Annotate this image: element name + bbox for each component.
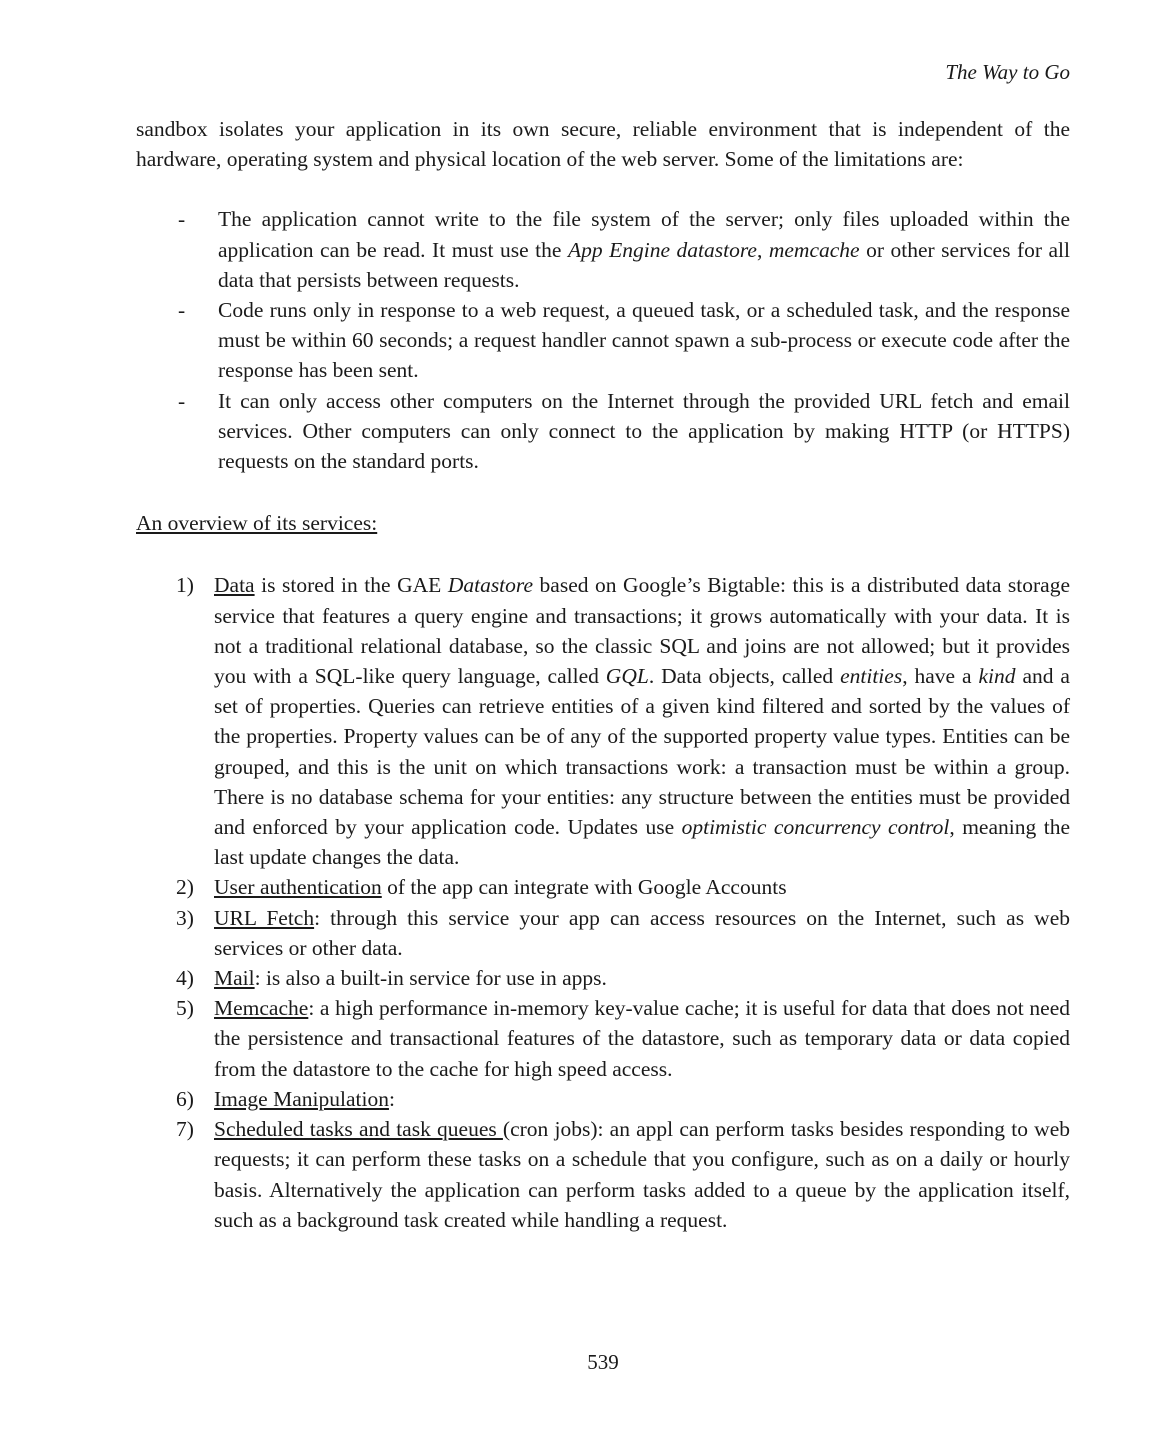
service-name: Memcache <box>214 996 309 1021</box>
body-text: Code runs only in response to a web request, a queued task, or a scheduled task, and the response must be within 60 seconds; a request handler cannot spawn a sub-process or execute code after the response has been sent. <box>218 298 1070 383</box>
body-text: It can only access other computers on the Internet through the provided URL fetch and email services. Other computers can only connect to the application by making HTTP (or HTTPS) requests on the standard ports. <box>218 388 1070 474</box>
emphasis-text: GQL <box>605 664 649 689</box>
list-marker: 3) <box>176 905 194 930</box>
body-text: and a set of properties. Queries can retrieve entities of a given kind filtered and sorted by the values of the properties. Property values can be of any of the supported property value types. Entities can be grouped, and this is the unit on which transactions work: a transaction must be within a group. There is no database schema for your entities: any structure between the entities must be provided and enforced by your application code. Updates use <box>214 664 1070 840</box>
list-marker: - <box>178 298 186 323</box>
services-item <box>136 993 1070 1084</box>
service-name: User authentication <box>214 875 382 900</box>
body-text: : <box>388 1086 395 1111</box>
list-marker: 7) <box>176 1117 194 1142</box>
body-text: , meaning the last update changes the data. <box>214 815 1070 870</box>
services-item <box>136 1084 1070 1114</box>
list-marker: 6) <box>176 1086 194 1111</box>
services-item <box>136 903 1070 963</box>
intro-paragraph: sandbox isolates your application in its own secure, reliable environment that is independent of the hardware, operating system and physical location of the web server. Some of the limitations are: <box>136 117 1070 172</box>
list-marker: 5) <box>176 996 194 1021</box>
body-text: : is also a built-in service for use in apps. <box>254 966 607 991</box>
list-marker: - <box>178 207 186 232</box>
service-name: URL Fetch <box>214 905 315 930</box>
services-heading: An overview of its services: <box>136 511 378 536</box>
services-list <box>136 570 1070 1234</box>
list-marker: 2) <box>176 875 194 900</box>
body-text: : a high performance in-memory key-value cache; it is useful for data that does not need the persistence and transactional features of the datastore, such as temporary data or data copied from the datastore to the cache for high speed access. <box>214 996 1070 1081</box>
body-text: (cron jobs): an appl can perform tasks besides responding to web requests; it can perform these tasks on a schedule that you configure, such as on a daily or hourly basis. Alternatively the application can perform tasks added to a queue by the application itself, such as a background task created while handling a request. <box>214 1117 1070 1232</box>
emphasis-text: Datastore <box>447 573 534 598</box>
emphasis-text: optimistic concurrency control <box>681 815 950 840</box>
services-item <box>136 570 1070 872</box>
body-text: The application cannot write to the file system of the server; only files uploaded within the application can be read. It must use the <box>218 207 1070 262</box>
body-text: , <box>756 237 769 262</box>
limitations-item <box>136 386 1070 477</box>
body-text: is stored in the GAE <box>254 573 448 598</box>
body-text: or other services for all data that persists between requests. <box>218 237 1071 292</box>
service-name: Mail <box>214 966 255 991</box>
limitations-list <box>136 204 1070 476</box>
body-text: . Data objects, called <box>648 664 841 689</box>
emphasis-text: entities <box>840 664 903 689</box>
limitations-item <box>136 295 1070 386</box>
list-marker: - <box>178 388 186 413</box>
list-marker: 1) <box>176 573 194 598</box>
page-body <box>136 114 1070 1235</box>
service-name: Image Manipulation <box>214 1086 389 1111</box>
running-header: The Way to Go <box>945 60 1070 84</box>
body-text: based on Google’s Bigtable: this is a distributed data storage service that features a query engine and transactions; it grows automatically with your data. It is not a traditional relational database, so the classic SQL and joins are not allowed; but it provides you with a SQL-like query language, called <box>214 573 1070 689</box>
emphasis-text: App Engine datastore <box>567 237 757 262</box>
body-text: : through this service your app can access resources on the Internet, such as web services or other data. <box>214 905 1071 960</box>
services-item <box>136 872 1070 902</box>
page-number: 539 <box>587 1350 619 1374</box>
body-text: of the app can integrate with Google Accounts <box>381 875 787 900</box>
services-item <box>136 963 1070 993</box>
service-name: Data <box>214 573 255 598</box>
emphasis-text: kind <box>978 664 1016 689</box>
service-name: Scheduled tasks and task queues <box>214 1117 503 1142</box>
body-text: , have a <box>902 664 979 689</box>
limitations-item <box>136 204 1070 295</box>
list-marker: 4) <box>176 966 194 991</box>
emphasis-text: memcache <box>768 237 860 262</box>
services-item <box>136 1114 1070 1235</box>
